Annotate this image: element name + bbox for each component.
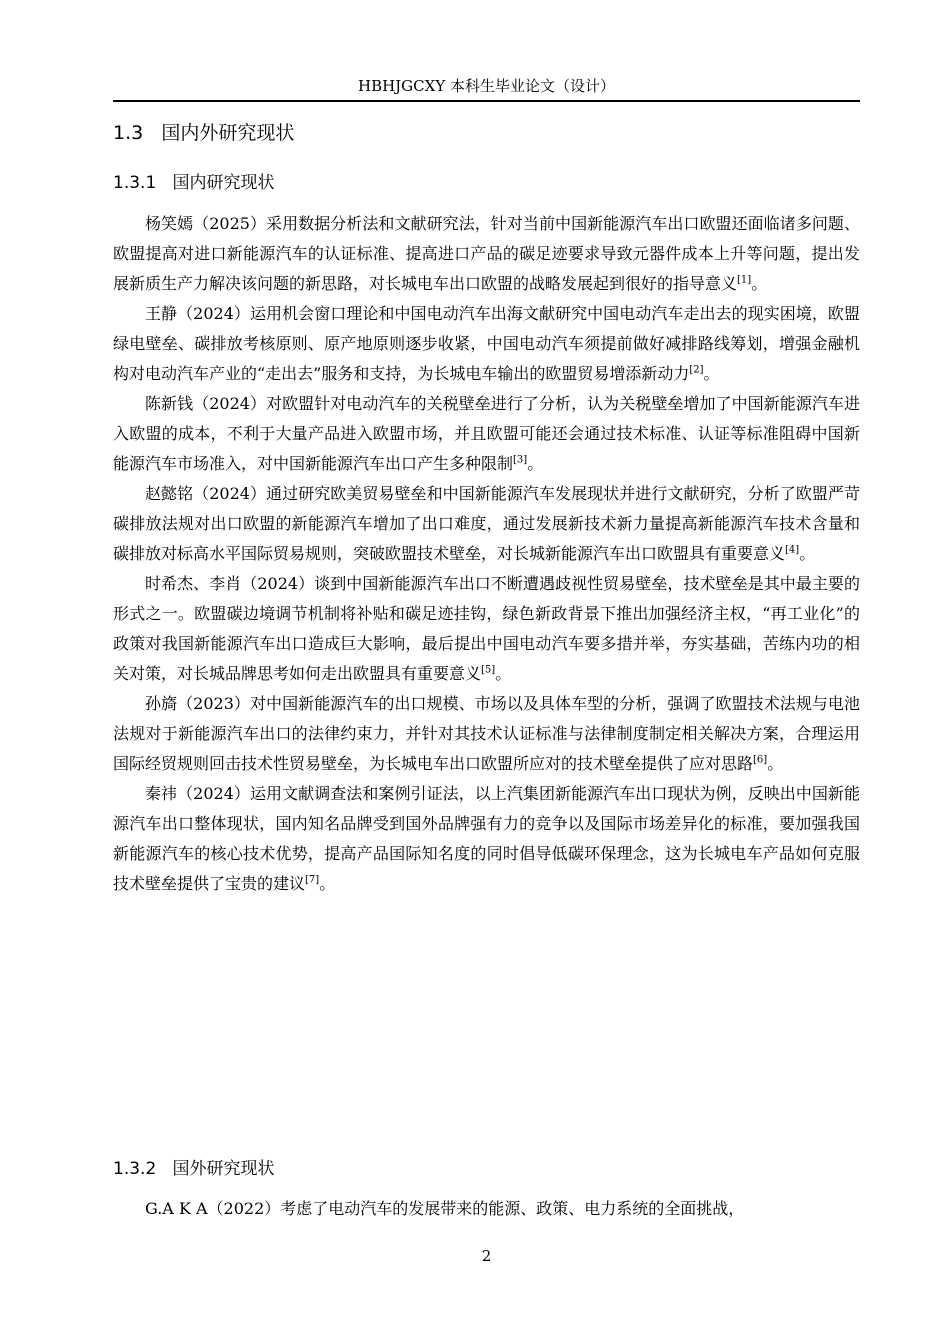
paragraph-text: 陈新钱（2024）对欧盟针对电动汽车的关税壁垒进行了分析，认为关税壁垒增加了中国新能源汽车进入欧盟的成本，不利于大量产品进入欧盟市场，并且欧盟可能还会通过技术标准、认证等标准阻碍中国新能源汽车市场准入，对中国新能源汽车出口产生多种限制 <box>113 394 860 473</box>
paragraph-end: 。 <box>495 664 512 683</box>
subsection-number: 1.3.2 <box>113 1159 157 1179</box>
paragraph-text: 秦祎（2024）运用文献调查法和案例引证法，以上汽集团新能源汽车出口现状为例，反映出中国新能源汽车出口整体现状，国内知名品牌受到国外品牌强有力的竞争以及国际市场差异化的标准，要加强我国新能源汽车的核心技术优势，提高产品国际知名度的同时倡导低碳环保理念，这为长城电车产品如何克服技术壁垒提供了宝贵的建议 <box>113 784 860 893</box>
header-rule <box>113 100 860 102</box>
subsection-title: 国外研究现状 <box>172 1159 275 1179</box>
paragraph-text: 时希杰、李肖（2024）谈到中国新能源汽车出口不断遭遇歧视性贸易壁垒，技术壁垒是其中最主要的形式之一。欧盟碳边境调节机制将补贴和碳足迹挂钩，绿色新政背景下推出加强经济主权，“再工业化”的政策对我国新能源汽车出口造成巨大影响，最后提出中国电动汽车要多措并举，夯实基础，苦练内功的相关对策，对长城品牌思考如何走出欧盟具有重要意义 <box>113 574 860 683</box>
section-heading <box>113 120 294 146</box>
paragraph-end: 。 <box>703 364 720 383</box>
subsection-heading-domestic <box>113 171 274 195</box>
page-number: 2 <box>481 1247 492 1265</box>
paragraph-text: 王静（2024）运用机会窗口理论和中国电动汽车出海文献研究中国电动汽车走出去的现实困境，欧盟绿电壁垒、碳排放考核原则、原产地原则逐步收紧，中国电动汽车须提前做好减排路线筹划，增强金融机构对电动汽车产业的“走出去”服务和支持，为长城电车输出的欧盟贸易增添新动力 <box>113 304 860 383</box>
domestic-research-body <box>113 209 860 899</box>
paragraph <box>113 479 860 569</box>
paragraph-end: 。 <box>767 754 784 773</box>
subsection-number: 1.3.1 <box>113 173 157 193</box>
paragraph-text: 杨笑嫣（2025）采用数据分析法和文献研究法，针对当前中国新能源汽车出口欧盟还面临诸多问题、欧盟提高对进口新能源汽车的认证标准、提高进口产品的碳足迹要求导致元器件成本上升等问题，提出发展新质生产力解决该问题的新思路，对长城电车出口欧盟的战略发展起到很好的指导意义 <box>113 214 860 293</box>
paragraph <box>113 389 860 479</box>
citation-ref: [3] <box>513 454 528 466</box>
paragraph-end: 。 <box>319 874 336 893</box>
paragraph-text: 孙旖（2023）对中国新能源汽车的出口规模、市场以及具体车型的分析，强调了欧盟技术法规与电池法规对于新能源汽车出口的法律约束力，并针对其技术认证标准与法律制度制定相关解决方案，合理运用国际经贸规则回击技术性贸易壁垒，为长城电车出口欧盟所应对的技术壁垒提供了应对思路 <box>113 694 860 773</box>
paragraph-text: 赵懿铭（2024）通过研究欧美贸易壁垒和中国新能源汽车发展现状并进行文献研究，分析了欧盟严苛碳排放法规对出口欧盟的新能源汽车增加了出口难度，通过发展新技术新力量提高新能源汽车技术含量和碳排放对标高水平国际贸易规则，突破欧盟技术壁垒，对长城新能源汽车出口欧盟具有重要意义 <box>113 484 860 563</box>
foreign-research-body <box>113 1194 860 1224</box>
paragraph-text: G.A K A（2022）考虑了电动汽车的发展带来的能源、政策、电力系统的全面挑战， <box>145 1199 745 1218</box>
paragraph <box>113 569 860 689</box>
paragraph-end: 。 <box>751 274 768 293</box>
citation-ref: [5] <box>481 664 496 676</box>
section-number: 1.3 <box>113 122 144 144</box>
running-header: HBHJGCXY 本科生毕业论文（设计） <box>357 77 615 95</box>
paragraph <box>113 689 860 779</box>
citation-ref: [1] <box>737 274 752 286</box>
paragraph <box>113 779 860 899</box>
paragraph-end: 。 <box>799 544 816 563</box>
paragraph <box>113 299 860 389</box>
paragraph-end: 。 <box>527 454 544 473</box>
subsection-heading-foreign <box>113 1157 274 1181</box>
citation-ref: [7] <box>305 874 320 886</box>
paragraph <box>113 209 860 299</box>
citation-ref: [2] <box>689 364 704 376</box>
citation-ref: [6] <box>753 754 768 766</box>
paragraph <box>113 1194 860 1224</box>
section-title: 国内外研究现状 <box>161 122 295 144</box>
citation-ref: [4] <box>785 544 800 556</box>
subsection-title: 国内研究现状 <box>172 173 275 193</box>
